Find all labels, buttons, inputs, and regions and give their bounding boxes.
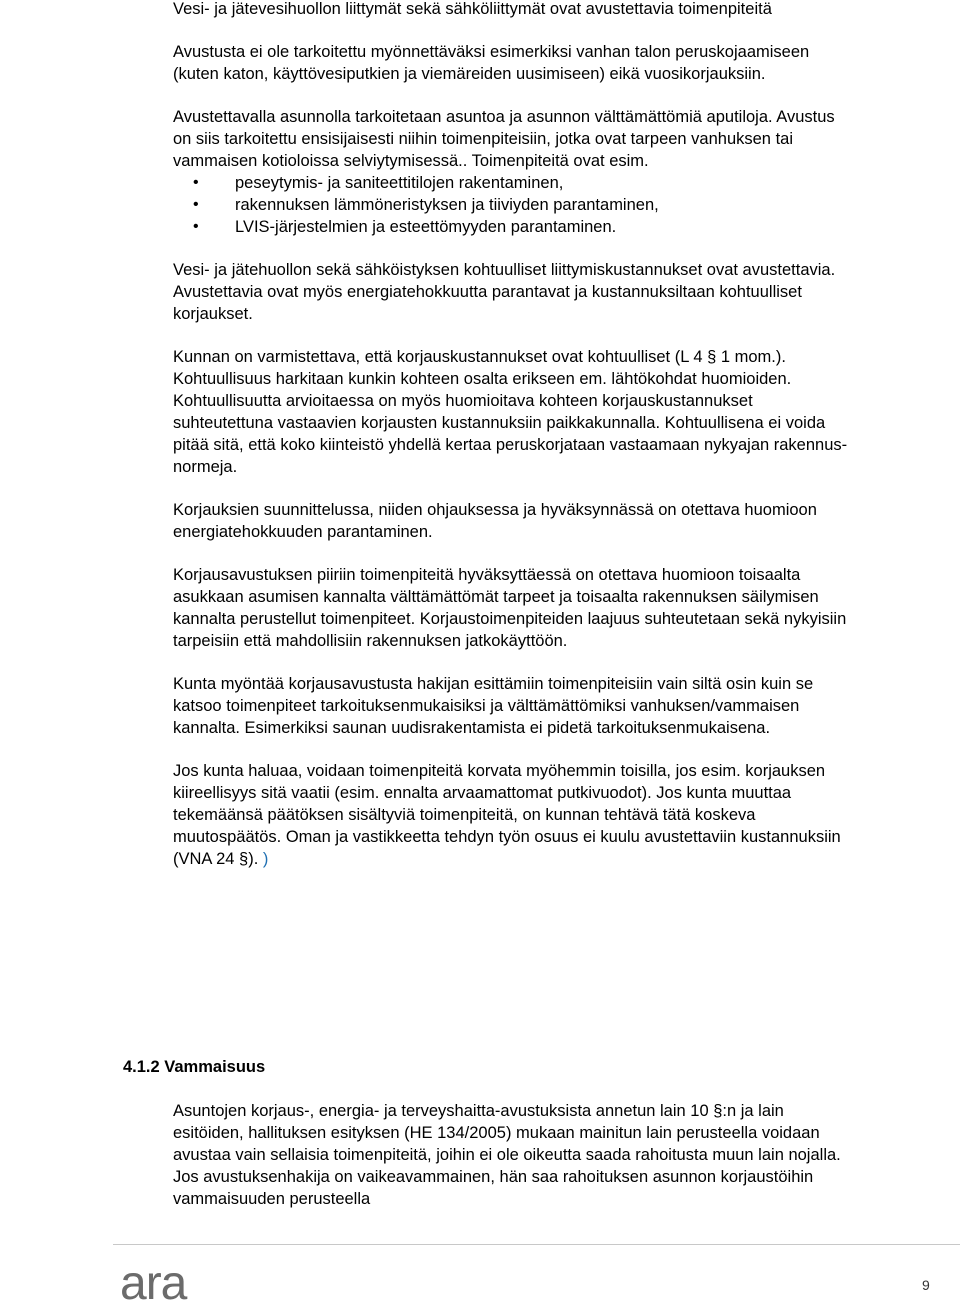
section-heading: 4.1.2 Vammaisuus — [123, 1058, 266, 1076]
page-number: 9 — [922, 1277, 930, 1293]
paragraph-not-intended: Avustusta ei ole tarkoitettu myönnettäväksi esimerkiksi vanhan talon peruskojaamiseen (kuten katon, käyttövesiputkien ja viemäreiden uusimiseen) eikä vuosikorjauksiin. — [173, 43, 810, 83]
paragraph-eligible-premises: Avustettavalla asunnolla tarkoitetaan asuntoa ja asunnon välttämättömiä aputiloja. Avustus on siis tarkoitettu ensisijaisesti niihin toimenpiteisiin, jotka ovat tarpeen vanhuksen tai vammaisen kotioloissa selviytymisessä.. Toimenpiteitä ovat esim. — [173, 108, 835, 170]
footer-divider — [113, 1244, 960, 1245]
list-item: • peseytymis- ja saniteettitilojen rakentaminen, — [193, 172, 848, 194]
page-body — [173, 0, 848, 870]
closing-parenthesis: ) — [258, 850, 269, 868]
paragraph-reasonableness: Kunnan on varmistettava, että korjauskustannukset ovat kohtuulliset (L 4 § 1 mom.). Kohtuullisuus harkitaan kunkin kohteen osalta erikseen em. lähtökohdat huomioiden. Kohtuullisuutta arvioitaessa on myös huomioitava kohteen korjauskustannukset suhteutettuna vastaavien korjausten kustannuksiin paikkakunnalla. Kohtuullisena ei voida pitää sitä, että koko kiinteistö yhdellä kertaa peruskorjataan vastaamaan nykyajan rakennusnormeja. — [173, 348, 848, 476]
paragraph-connection-costs: Vesi- ja jätehuollon sekä sähköistyksen kohtuulliset liittymiskustannukset ovat avustettavia. Avustettavia ovat myös energiatehokkuutta parantavat ja kustannuksiltaan kohtuulliset korjaukset. — [173, 261, 836, 323]
paragraph-replacement-text: Jos kunta haluaa, voidaan toimenpiteitä korvata myöhemmin toisilla, jos esim. korjauksen kiireellisyys sitä vaatii (esim. ennalta arvaamattomat putkivuodot). Jos kunta muuttaa tekemäänsä päätöksen sisältyviä toimenpiteitä, on kunnan tehtävä tätä koskeva muutospäätös. Oman ja vastikkeetta tehdyn työn osuus ei kuulu avustettaviin kustannuksiin (VNA 24 §). — [173, 762, 841, 868]
paragraph-disability: Asuntojen korjaus-, energia- ja terveyshaitta-avustuksista annetun lain 10 §:n ja lain esitöiden, hallituksen esityksen (HE 134/2005) mukaan mainitun lain perusteella voidaan avustaa vain sellaisia toimenpiteitä, joihin ei ole oikeutta saada rahoitusta muun lain nojalla. Jos avustuksenhakija on vaikeavammainen, hän saa rahoituksen asunnon korjaustöihin vammaisuuden perusteella — [173, 1102, 841, 1208]
paragraph-municipality-grants: Kunta myöntää korjausavustusta hakijan esittämiin toimenpiteisiin vain siltä osin kuin se katsoo toimenpiteet tarkoituksenmukaisiksi ja välttämättömiksi vanhuksen/vammaisen kannalta. Esimerkiksi saunan uudisrakentamista ei pidetä tarkoituksenmukaisena. — [173, 675, 814, 737]
list-item: • rakennuksen lämmöneristyksen ja tiiviyden parantaminen, — [193, 194, 848, 216]
paragraph-approval: Korjausavustuksen piiriin toimenpiteitä hyväksyttäessä on otettava huomioon toisaalta asukkaan asumisen kannalta välttämättömät tarpeet ja toisaalta rakennuksen säilymisen kannalta perustellut toimenpiteet. Korjaustoimenpiteiden laajuus suhteutetaan sekä nykyisiin tarpeisiin että mahdollisiin rakennuksen jatkokäyttöön. — [173, 566, 847, 650]
paragraph-energy-efficiency: Korjauksien suunnittelussa, niiden ohjauksessa ja hyväksynnässä on otettava huomioon energiatehokkuuden parantaminen. — [173, 501, 817, 541]
ara-logo: ara — [120, 1257, 187, 1310]
measures-list — [193, 172, 848, 238]
section-body — [173, 1100, 845, 1210]
list-item: • LVIS-järjestelmien ja esteettömyyden parantaminen. — [193, 216, 848, 238]
paragraph-replacement — [173, 760, 848, 870]
paragraph-connections: Vesi- ja jätevesihuollon liittymät sekä sähköliittymät ovat avustettavia toimenpiteitä — [173, 0, 772, 18]
